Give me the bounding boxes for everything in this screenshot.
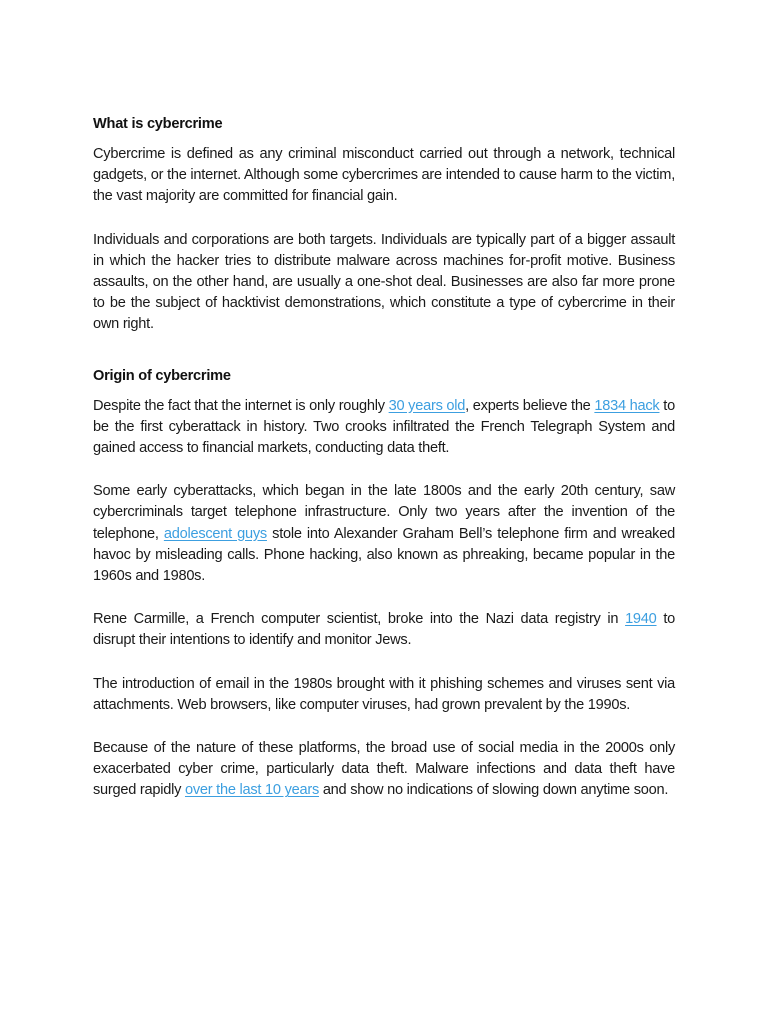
link-30-years-old[interactable]: 30 years old xyxy=(388,397,466,414)
text-segment: Despite the fact that the internet is only roughly xyxy=(93,397,389,414)
text-segment: stole into Alexander Graham Bell’s telephone firm and wreaked havoc by misleading calls. Phone hacking, also known as phreaking, became popular in the 1960s and 1980s. xyxy=(93,525,675,585)
paragraph-targets: Individuals and corporations are both targets. Individuals are typically part of a bigger assault in which the hacker tries to distribute malware across machines for-profit motive. Business assaults, on the other hand, are usually a one-shot deal. Businesses are also far more prone to be the subject of hacktivist demonstrations, which constitute a type of cybercrime in their own right. xyxy=(93,231,675,333)
paragraph-rene-carmille xyxy=(93,609,675,651)
text-segment: Because of the nature of these platforms, the broad use of social media in the 2000s only exacerbated cyber crime, particularly data theft. Malware infections and data theft have surged rapidly xyxy=(93,740,675,799)
paragraph-email-era: The introduction of email in the 1980s brought with it phishing schemes and viruses sent via attachments. Web browsers, like computer viruses, had grown prevalent by the 1990s. xyxy=(93,675,675,713)
text-segment: and show no indications of slowing down anytime soon. xyxy=(319,782,669,799)
text-segment: Rene Carmille, a French computer scientist, broke into the Nazi data registry in xyxy=(93,611,626,628)
text-segment: to disrupt their intentions to identify and monitor Jews. xyxy=(93,611,675,649)
link-adolescent-guys[interactable]: adolescent guys xyxy=(163,525,267,542)
paragraph-first-cyberattack xyxy=(93,396,675,460)
document-page xyxy=(93,114,675,824)
section-heading-origin-of-cybercrime: Origin of cybercrime xyxy=(93,367,231,384)
text-segment: to be the first cyberattack in history. Two crooks infiltrated the French Telegraph System and gained access to financial markets, conducting data theft. xyxy=(93,397,675,457)
link-1940[interactable]: 1940 xyxy=(625,611,657,628)
section-heading-what-is-cybercrime: What is cybercrime xyxy=(93,116,223,132)
link-1834-hack[interactable]: 1834 hack xyxy=(594,397,660,414)
link-over-the-last-10-years[interactable]: over the last 10 years xyxy=(184,782,320,799)
text-segment: Some early cyberattacks, which began in the late 1800s and the early 20th century, saw cybercriminals target telephone infrastructure. Only two years after the invention of the telephone, xyxy=(93,483,675,542)
paragraph-definition: Cybercrime is defined as any criminal misconduct carried out through a network, technical gadgets, or the internet. Although some cybercrimes are intended to cause harm to the victim, the vast majority are committed for financial gain. xyxy=(93,146,675,205)
text-segment: , experts believe the xyxy=(465,397,595,414)
paragraph-telephone-attacks xyxy=(93,481,675,587)
paragraph-social-media-era xyxy=(93,738,675,802)
